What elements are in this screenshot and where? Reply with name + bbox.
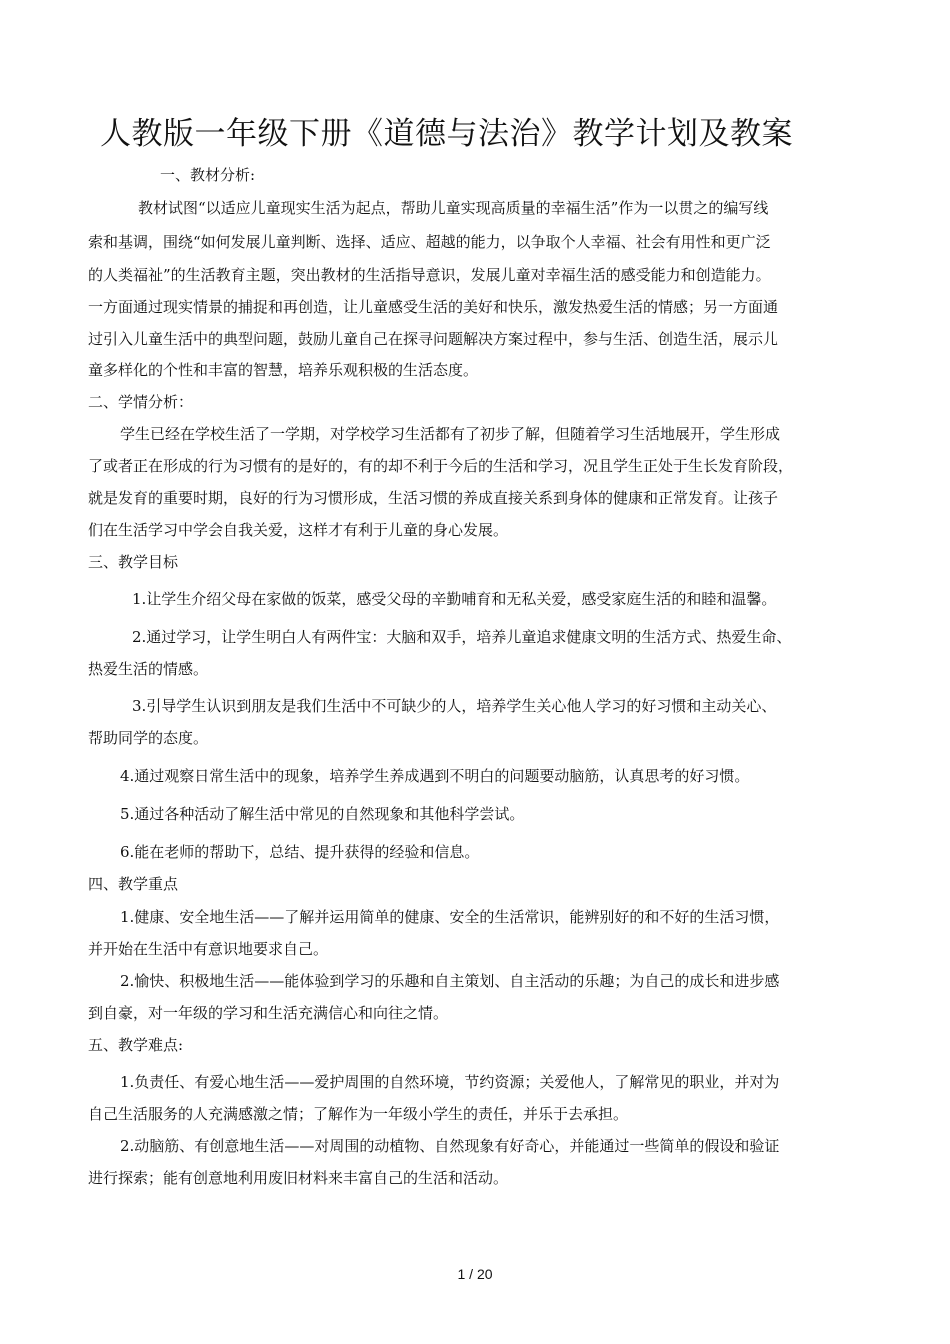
- paragraph-line: 索和基调，围绕“如何发展儿童判断、选择、适应、超越的能力，以争取个人幸福、社会有用性和更广泛: [88, 233, 771, 251]
- key-point-line: 1.健康、安全地生活——了解并运用简单的健康、安全的生活常识，能辨别好的和不好的生活习惯，: [120, 908, 780, 926]
- paragraph-line: 童多样化的个性和丰富的智慧，培养乐观积极的生活态度。: [88, 361, 479, 379]
- document-title: 人教版一年级下册《道德与法治》教学计划及教案: [100, 116, 793, 152]
- paragraph-line: 教材试图“以适应儿童现实生活为起点，帮助儿童实现高质量的幸福生活”作为一以贯之的编写线: [138, 199, 769, 217]
- difficult-point-line: 1.负责任、有爱心地生活——爱护周围的自然环境，节约资源；关爱他人，了解常见的职业，并对为: [120, 1073, 780, 1091]
- paragraph-line: 了或者正在形成的行为习惯有的是好的，有的却不利于今后的生活和学习，况且学生正处于生长发育阶段，: [88, 457, 794, 475]
- key-point-line: 并开始在生活中有意识地要求自己。: [88, 940, 329, 958]
- key-point-line: 到自豪，对一年级的学习和生活充满信心和向往之情。: [88, 1004, 449, 1022]
- paragraph-line: 一方面通过现实情景的捕捉和再创造，让儿童感受生活的美好和快乐，激发热爱生活的情感；另一方面通: [88, 298, 779, 316]
- goal-item-line: 热爱生活的情感。: [88, 660, 209, 678]
- goal-item-line: 3.引导学生认识到朋友是我们生活中不可缺少的人，培养学生关心他人学习的好习惯和主动关心、: [132, 697, 777, 715]
- goal-item-line: 帮助同学的态度。: [88, 729, 209, 747]
- goal-item-line: 5.通过各种活动了解生活中常见的自然现象和其他科学尝试。: [120, 805, 525, 823]
- goal-item-line: 6.能在老师的帮助下，总结、提升获得的经验和信息。: [120, 843, 480, 861]
- paragraph-line: 过引入儿童生活中的典型问题，鼓励儿童自己在探寻问题解决方案过程中，参与生活、创造生活，展示儿: [88, 330, 779, 348]
- section-heading-key-points: 四、教学重点: [88, 875, 179, 893]
- section-heading-material-analysis: 一、教材分析:: [160, 166, 256, 184]
- section-heading-difficult-points: 五、教学难点:: [88, 1036, 184, 1054]
- section-heading-student-analysis: 二、学情分析：: [88, 393, 194, 411]
- goal-item-line: 4.通过观察日常生活中的现象，培养学生养成遇到不明白的问题要动脑筋，认真思考的好习惯。: [120, 767, 750, 785]
- key-point-line: 2.愉快、积极地生活——能体验到学习的乐趣和自主策划、自主活动的乐趣；为自己的成长和进步感: [120, 972, 780, 990]
- paragraph-line: 学生已经在学校生活了一学期，对学校学习生活都有了初步了解，但随着学习生活地展开，学生形成: [120, 425, 781, 443]
- difficult-point-line: 2.动脑筋、有创意地生活——对周围的动植物、自然现象有好奇心，并能通过一些简单的假设和验证: [120, 1137, 780, 1155]
- section-heading-teaching-goals: 三、教学目标: [88, 553, 179, 571]
- page-number: 1 / 20: [457, 1266, 493, 1282]
- difficult-point-line: 进行探索；能有创意地利用废旧材料来丰富自己的生活和活动。: [88, 1169, 509, 1187]
- difficult-point-line: 自己生活服务的人充满感激之情；了解作为一年级小学生的责任，并乐于去承担。: [88, 1105, 629, 1123]
- paragraph-line: 的人类福祉”的生活教育主题，突出教材的生活指导意识，发展儿童对幸福生活的感受能力和创造能力。: [88, 266, 771, 284]
- goal-item-line: 2.通过学习，让学生明白人有两件宝：大脑和双手，培养儿童追求健康文明的生活方式、热爱生命、: [132, 628, 792, 646]
- paragraph-line: 就是发育的重要时期，良好的行为习惯形成，生活习惯的养成直接关系到身体的健康和正常发育。让孩子: [88, 489, 779, 507]
- goal-item-line: 1.让学生介绍父母在家做的饭菜，感受父母的辛勤哺育和无私关爱，感受家庭生活的和睦和温馨。: [132, 590, 777, 608]
- paragraph-line: 们在生活学习中学会自我关爱，这样才有利于儿童的身心发展。: [88, 521, 509, 539]
